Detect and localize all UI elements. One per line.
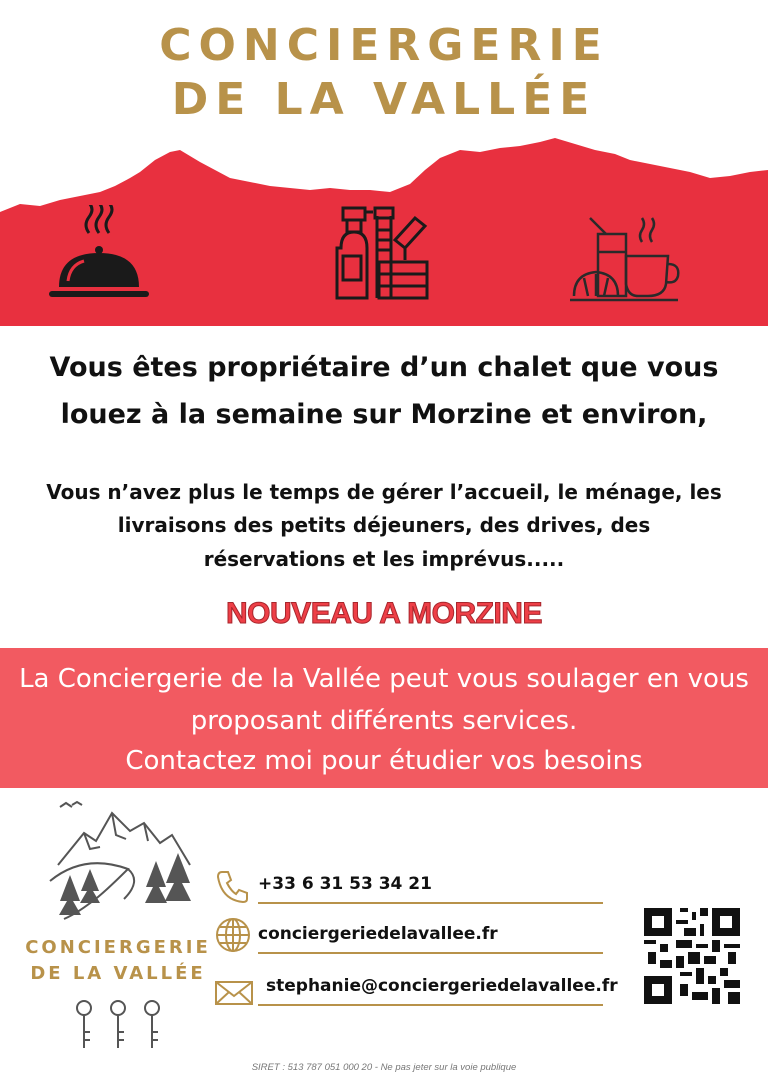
breakfast-icon <box>568 212 683 304</box>
sub-line-3: réservations et les imprévus..... <box>203 547 565 571</box>
sub-line-1: Vous n’avez plus le temps de gérer l’accueil, le ménage, les <box>46 480 722 504</box>
nouveau-heading: NOUVEAU A MORZINE <box>226 597 542 630</box>
divider <box>258 1004 603 1006</box>
headline-line-2: louez à la semaine sur Morzine et environ, <box>60 399 708 430</box>
logo-text-line-1: CONCIERGERIE <box>25 937 211 958</box>
logo-mountain-icon <box>44 795 204 935</box>
logo-text-line-2: DE LA VALLÉE <box>30 963 206 984</box>
promo-line-1: La Conciergerie de la Vallée peut vous soulager en vous <box>19 664 749 694</box>
promo-line-3: Contactez moi pour étudier vos besoins <box>125 746 643 776</box>
contact-email[interactable]: stephanie@conciergeriedelavallee.fr <box>266 976 618 996</box>
footer-siret: SIRET : 513 787 051 000 20 - Ne pas jeter sur la voie publique <box>251 1062 517 1073</box>
sub-line-2: livraisons des petits déjeuners, des drives, des <box>117 513 651 537</box>
contact-website[interactable]: conciergeriedelavallee.fr <box>258 924 498 944</box>
promo-line-2: proposant différents services. <box>190 706 578 736</box>
globe-icon <box>214 916 252 954</box>
title-line-2: DE LA VALLÉE <box>171 74 597 125</box>
serving-cloche-icon <box>44 205 154 305</box>
title-line-1: CONCIERGERIE <box>159 20 609 71</box>
contact-phone[interactable]: +33 6 31 53 34 21 <box>258 874 432 894</box>
headline-line-1: Vous êtes propriétaire d’un chalet que vous <box>49 352 719 383</box>
cleaning-supplies-icon <box>333 200 438 305</box>
envelope-icon <box>214 980 254 1006</box>
qr-code-icon[interactable] <box>644 908 740 1004</box>
phone-icon <box>214 868 250 904</box>
keys-icon <box>70 998 170 1054</box>
divider <box>258 902 603 904</box>
divider <box>258 952 603 954</box>
